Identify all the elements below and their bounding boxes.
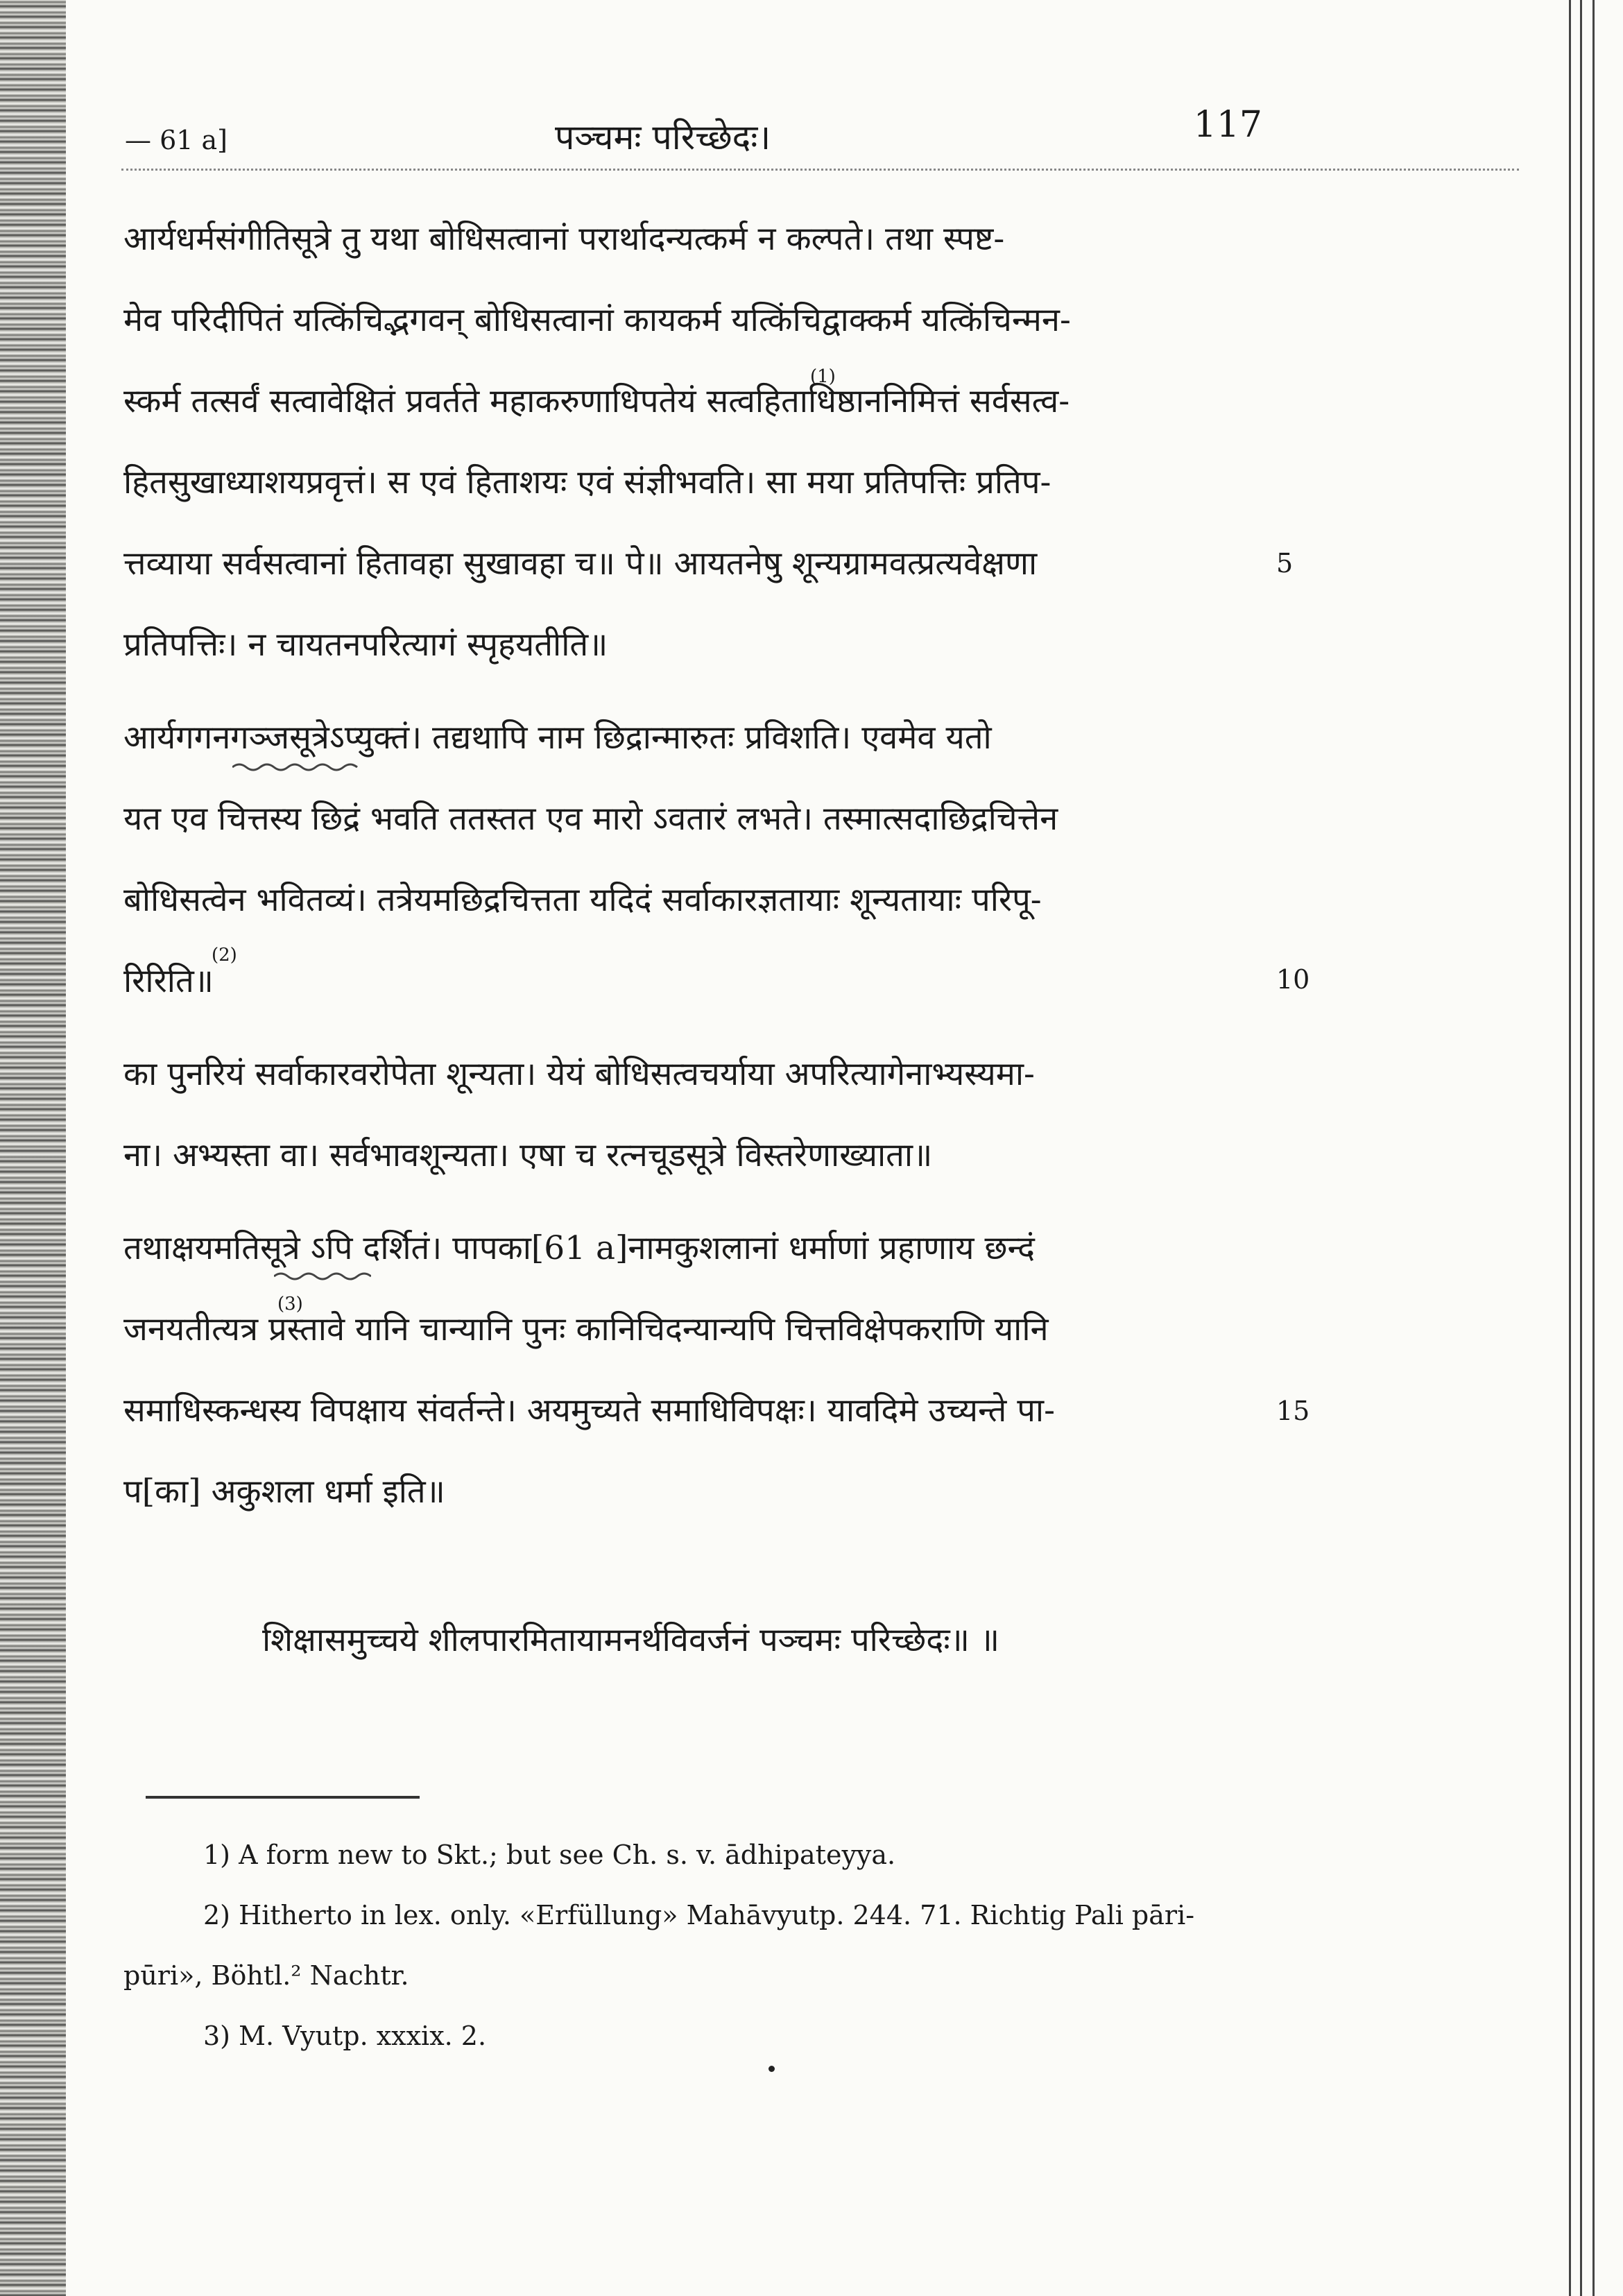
header-section-ref: — 61 a]	[125, 125, 227, 155]
margin-line-number: 5	[1276, 548, 1294, 579]
footnote-mark: (3)	[277, 1294, 303, 1314]
text-line: ना। अभ्यस्ता वा। सर्वभावशून्यता। एषा च रत्नचूडसूत्रे विस्तरेणाख्याता॥	[123, 1136, 933, 1174]
text-line: तथाक्षयमतिसूत्रे ऽपि दर्शितं। पापका[61 a]नामकुशलानां धर्माणां प्रहाणाय छन्दं	[123, 1229, 1035, 1267]
page-number: 117	[1193, 104, 1262, 146]
text-line: मेव परिदीपितं यत्किंचिद्भगवन् बोधिसत्वानां कायकर्म यत्किंचिद्वाक्कर्म यत्किंचिन्मन-	[123, 301, 1071, 339]
text-line: हितसुखाध्याशयप्रवृत्तं। स एवं हिताशयः एवं संज्ञीभवति। सा मया प्रतिपत्तिः प्रतिप-	[123, 463, 1051, 502]
text-line: यत एव चित्तस्य छिद्रं भवति ततस्तत एव मारो ऽवतारं लभते। तस्मात्सदाछिद्रचित्तेन	[123, 800, 1058, 838]
text-line: आर्यगगनगञ्जसूत्रेऽप्युक्तं। तद्यथापि नाम छिद्रान्मारुतः प्रविशति। एवमेव यतो	[123, 719, 992, 757]
footnote-2: 2) Hitherto in lex. only. «Erfüllung» Mahāvyutp. 244. 71. Richtig Pali pāri-	[203, 1900, 1195, 1930]
chapter-colophon: शिक्षासमुच्चये शीलपारमितायामनर्थविवर्जनं पञ्चमः परिच्छेदः॥ ॥	[262, 1621, 999, 1659]
footnote-separator	[146, 1796, 420, 1799]
text-line: त्तव्याया सर्वसत्वानां हितावहा सुखावहा च॥ पे॥ आयतनेषु शून्यग्रामवत्प्रत्यवेक्षणा	[123, 545, 1038, 583]
text-line: स्कर्म तत्सर्वं सत्वावेक्षितं प्रवर्तते महाकरुणाधिपतेयं सत्वहिताधिष्ठाननिमित्तं सर्वसत्व-	[123, 382, 1070, 420]
text-line: का पुनरियं सर्वाकारवरोपेता शून्यता। येयं बोधिसत्वचर्याया अपरित्यागेनाभ्यस्यमा-	[123, 1055, 1035, 1093]
text-line: रिरिति॥	[123, 962, 214, 1000]
footnote-mark: (2)	[212, 945, 237, 966]
page-header	[125, 104, 1262, 166]
stray-ink-dot	[768, 2066, 775, 2072]
footnote-1: 1) A form new to Skt.; but see Ch. s. v. ādhipateyya.	[203, 1840, 896, 1870]
text-line: बोधिसत्वेन भवितव्यं। तत्रेयमछिद्रचित्तता यदिदं सर्वाकारज्ञतायाः शून्यतायाः परिपू-	[123, 881, 1042, 919]
footnote-mark: (1)	[810, 366, 836, 387]
text-line: समाधिस्कन्धस्य विपक्षाय संवर्तन्ते। अयमुच्यते समाधिविपक्षः। यावदिमे उच्यन्ते पा-	[123, 1391, 1055, 1430]
margin-line-number: 15	[1276, 1396, 1310, 1426]
wavy-underline-mark	[232, 762, 361, 773]
margin-line-number: 10	[1276, 964, 1310, 995]
wavy-underline-mark	[274, 1271, 371, 1282]
footnote-3: 3) M. Vyutp. xxxix. 2.	[203, 2021, 487, 2051]
footnote-2-continued: pūri», Böhtl.² Nachtr.	[123, 1960, 409, 1991]
text-line: प्रतिपत्तिः। न चायतनपरित्यागं स्पृहयतीति॥	[123, 626, 608, 664]
header-chapter-title: पञ्चमः परिच्छेदः।	[555, 117, 771, 157]
header-divider	[121, 169, 1519, 171]
text-line: जनयतीत्यत्र प्रस्तावे यानि चान्यानि पुनः कानिचिदन्यान्यपि चित्तविक्षेपकराणि यानि	[123, 1310, 1049, 1348]
text-line: प[का] अकुशला धर्मा इति॥	[123, 1473, 445, 1511]
text-line: आर्यधर्मसंगीतिसूत्रे तु यथा बोधिसत्वानां परार्थादन्यत्कर्म न कल्पते। तथा स्पष्ट-	[123, 220, 1005, 258]
